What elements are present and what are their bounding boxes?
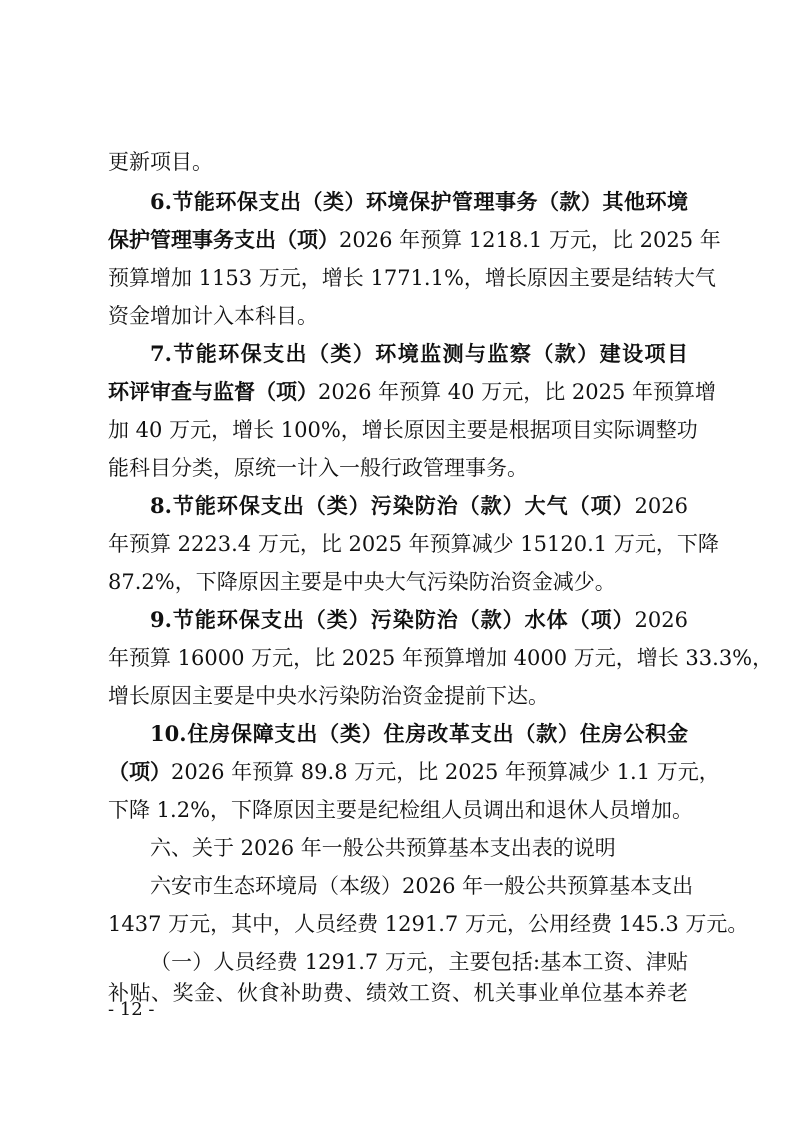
text-line: （一）人员经费 1291.7 万元，主要包括:基本工资、津贴 bbox=[150, 950, 688, 974]
text-line: 预算增加 1153 万元，增长 1771.1%，增长原因主要是结转大气 bbox=[108, 266, 716, 290]
text-line: 87.2%，下降原因主要是中央大气污染防治资金减少。 bbox=[108, 570, 616, 594]
text-line: 年预算 2223.4 万元，比 2025 年预算减少 15120.1 万元，下降 bbox=[108, 532, 719, 556]
text-line: 下降 1.2%，下降原因主要是纪检组人员调出和退休人员增加。 bbox=[108, 798, 694, 822]
text-line: 年预算 16000 万元，比 2025 年预算增加 4000 万元，增长 33.3%， bbox=[108, 646, 774, 670]
text-line: 加 40 万元，增长 100%，增长原因主要是根据项目实际调整功 bbox=[108, 418, 698, 442]
section-heading: 六、关于 2026 年一般公共预算基本支出表的说明 bbox=[150, 836, 616, 860]
text-line: （项）2026 年预算 89.8 万元，比 2025 年预算减少 1.1 万元， bbox=[108, 759, 720, 784]
text-line: 7.节能环保支出（类）环境监测与监察（款）建设项目 bbox=[150, 341, 688, 366]
text-line: 资金增加计入本科目。 bbox=[108, 304, 318, 328]
page-number: - 12 - bbox=[108, 999, 155, 1020]
text-line: 8.节能环保支出（类）污染防治（款）大气（项）2026 bbox=[150, 493, 688, 518]
text-line: 10.住房保障支出（类）住房改革支出（款）住房公积金 bbox=[150, 721, 688, 746]
text-line: 6.节能环保支出（类）环境保护管理事务（款）其他环境 bbox=[150, 189, 688, 214]
text-line: 能科目分类，原统一计入一般行政管理事务。 bbox=[108, 456, 528, 480]
text-line: 9.节能环保支出（类）污染防治（款）水体（项）2026 bbox=[150, 607, 688, 632]
text-line: 保护管理事务支出（项）2026 年预算 1218.1 万元，比 2025 年 bbox=[108, 227, 721, 252]
text-line: 六安市生态环境局（本级）2026 年一般公共预算基本支出 bbox=[150, 874, 694, 898]
text-line: 更新项目。 bbox=[108, 150, 213, 174]
text-line: 增长原因主要是中央水污染防治资金提前下达。 bbox=[108, 684, 549, 708]
text-line: 环评审查与监督（项）2026 年预算 40 万元，比 2025 年预算增 bbox=[108, 379, 716, 404]
text-line: 补贴、奖金、伙食补助费、绩效工资、机关事业单位基本养老 bbox=[108, 981, 688, 1005]
text-line: 1437 万元，其中，人员经费 1291.7 万元，公用经费 145.3 万元。 bbox=[108, 912, 749, 936]
